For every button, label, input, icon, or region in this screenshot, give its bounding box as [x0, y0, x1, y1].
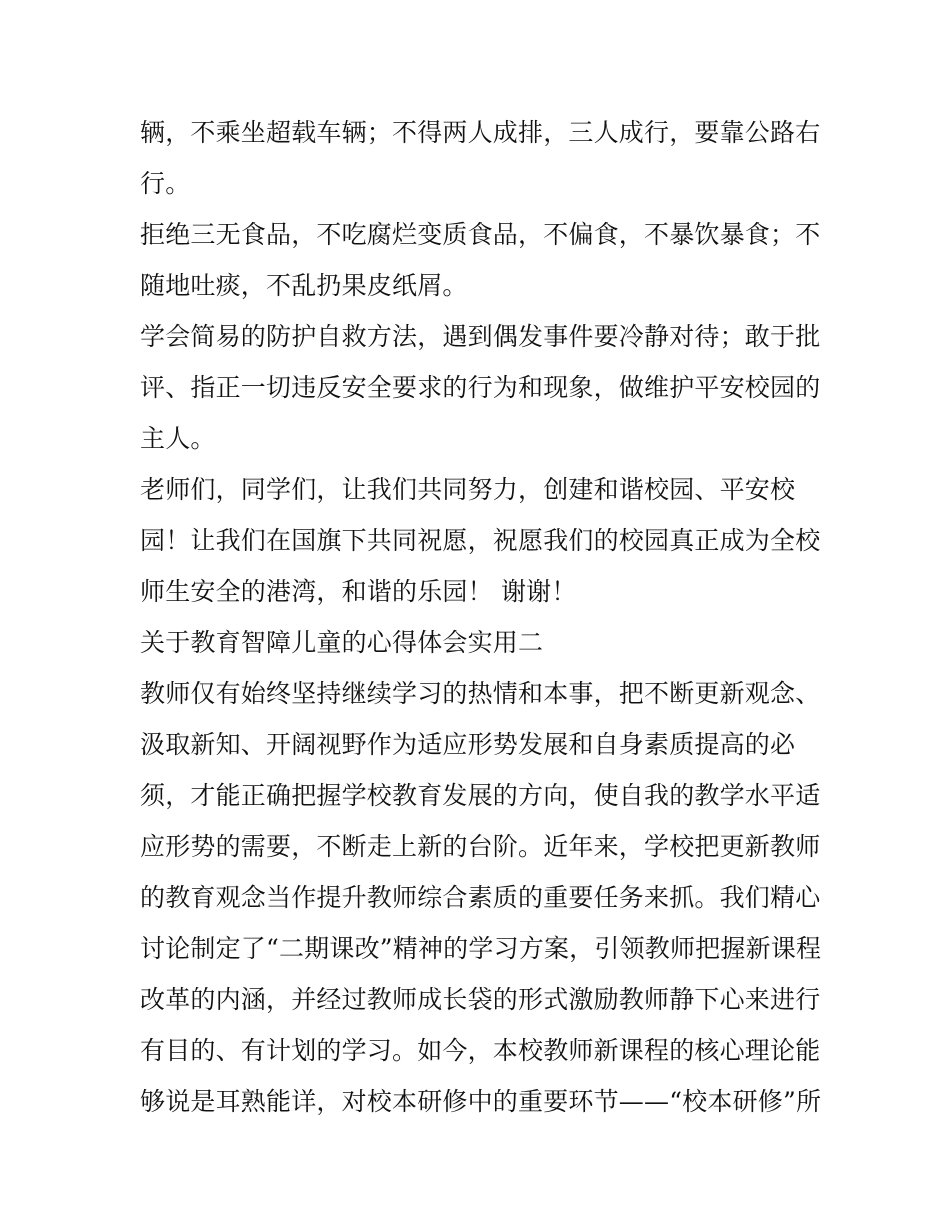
text-line: 应形势的需要，不断走上新的台阶。近年来，学校把更新教师 [140, 832, 821, 861]
text-line: 评、指正一切违反安全要求的行为和现象，做维护平安校园的 [140, 373, 821, 402]
text-line: 老师们，同学们，让我们共同努力，创建和谐校园、平安校 [140, 475, 796, 504]
text-line: 拒绝三无食品，不吃腐烂变质食品，不偏食，不暴饮暴食；不 [140, 220, 821, 249]
text-line: 够说是耳熟能详，对校本研修中的重要环节——“校本研修”所 [140, 1087, 822, 1116]
text-line: 的教育观念当作提升教师综合素质的重要任务来抓。我们精心 [140, 883, 821, 912]
text-line: 辆，不乘坐超载车辆；不得两人成排，三人成行，要靠公路右 [140, 118, 821, 147]
text-line: 主人。 [140, 424, 216, 453]
text-line: 教师仅有始终坚持继续学习的热情和本事，把不断更新观念、 [140, 679, 821, 708]
text-line: 改革的内涵，并经过教师成长袋的形式激励教师静下心来进行 [140, 985, 821, 1014]
text-line: 园！让我们在国旗下共同祝愿，祝愿我们的校园真正成为全校 [140, 526, 821, 555]
text-line: 讨论制定了“二期课改”精神的学习方案，引领教师把握新课程 [140, 934, 822, 963]
text-line: 随地吐痰，不乱扔果皮纸屑。 [140, 271, 468, 300]
text-line: 汲取新知、开阔视野作为适应形势发展和自身素质提高的必 [140, 730, 796, 759]
text-line: 师生安全的港湾，和谐的乐园！ 谢谢！ [140, 577, 577, 606]
section-heading: 关于教育智障儿童的心得体会实用二 [140, 628, 544, 657]
text-line: 须，才能正确把握学校教育发展的方向，使自我的教学水平适 [140, 781, 821, 810]
text-line: 有目的、有计划的学习。如今，本校教师新课程的核心理论能 [140, 1036, 821, 1065]
text-line: 学会简易的防护自救方法，遇到偶发事件要冷静对待；敢于批 [140, 322, 821, 351]
document-body [140, 107, 820, 1127]
text-line: 行。 [140, 169, 191, 198]
